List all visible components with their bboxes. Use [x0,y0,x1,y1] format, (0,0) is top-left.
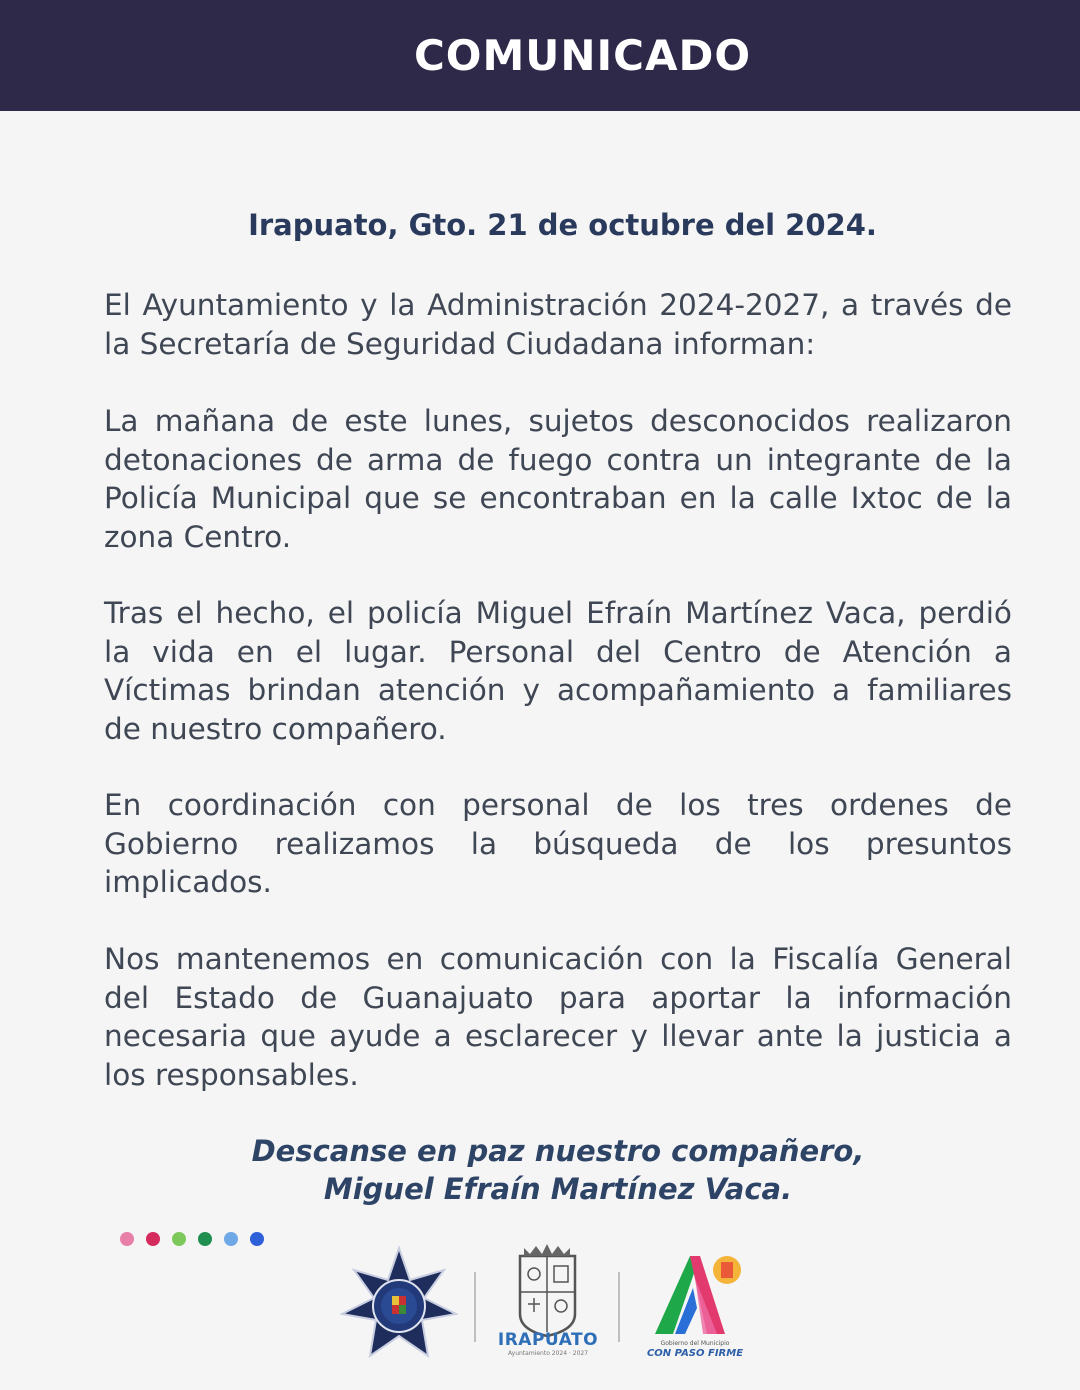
closing-line-1: Descanse en paz nuestro compañero, [251,1134,865,1168]
date-line: Irapuato, Gto. 21 de octubre del 2024. [248,208,877,242]
irapuato-wordmark: IRAPUATO [497,1330,599,1350]
paragraph-search: En coordinación con personal de los tres ordenes de Gobierno realizamos la búsqueda de los presuntos implicados. [104,788,1012,899]
paragraph-fiscalia: Nos mantenemos en comunicación con la Fiscalía General del Estado de Guanajuato para aportar la información necesaria que ayude a esclarecer y llevar ante la justicia a los responsables. [104,942,1012,1092]
closing-line-2: Miguel Efraín Martínez Vaca. [323,1172,793,1206]
paragraph-victim: Tras el hecho, el policía Miguel Efraín Martínez Vaca, perdió la vida en el lugar. Personal del Centro de Atención a Víctimas brindan atención y acompañamiento a familiares de nuestro compañero. [104,596,1012,746]
irapuato-subtitle: Ayuntamiento 2024 · 2027 [507,1350,589,1357]
footer-logos [340,1242,760,1367]
decor-dot [250,1232,264,1246]
paragraph-incident: La mañana de este lunes, sujetos desconocidos realizaron detonaciones de arma de fuego contra un integrante de la Policía Municipal que se encontraban en la calle Ixtoc de la zona Centro. [104,404,1012,554]
a-logo-icon [645,1248,745,1338]
paragraph-intro: El Ayuntamiento y la Administración 2024-2027, a través de la Secretaría de Seguridad Ciudadana informan: [104,288,1012,361]
decor-dot [198,1232,212,1246]
administration-slogan: CON PASO FIRME [646,1348,744,1359]
page-title: COMUNICADO [413,31,752,80]
police-star-badge-icon [340,1246,458,1362]
logo-separator [618,1272,620,1342]
header-bar [0,0,1080,111]
decorative-dots [120,1232,264,1246]
decor-dot [146,1232,160,1246]
decor-dot [224,1232,238,1246]
administration-tagline: Gobierno del Municipio [660,1340,730,1347]
logo-separator [474,1272,476,1342]
closing-message [0,1132,1080,1208]
decor-dot [172,1232,186,1246]
decor-dot [120,1232,134,1246]
